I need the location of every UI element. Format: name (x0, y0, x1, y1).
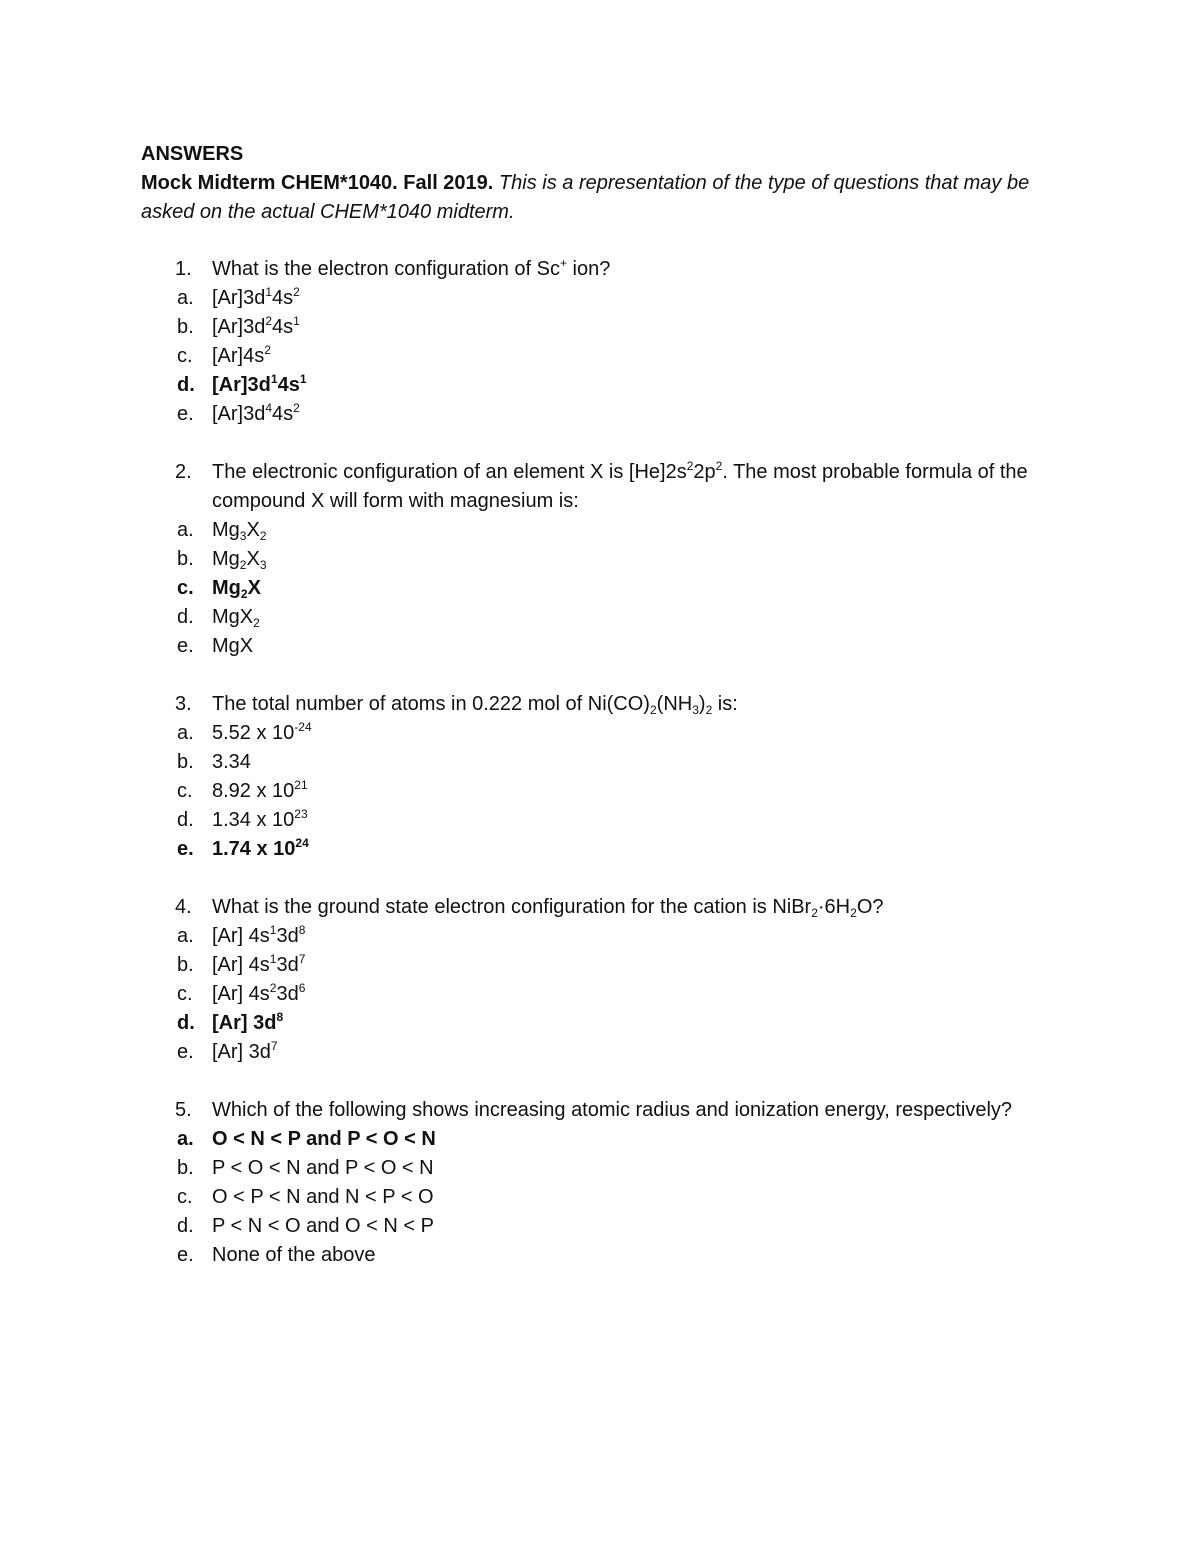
option-text: [Ar] $4s^23d^6$ (212, 981, 306, 1005)
option-text: MgX$_2$ (212, 606, 260, 630)
option-text: [Ar] $4s^13d^7$ (212, 952, 306, 976)
option-label: c. (177, 983, 193, 1005)
option-label: c. (177, 345, 193, 367)
question-number: 4. (175, 896, 192, 918)
option-label: e. (177, 838, 194, 860)
option-label: e. (177, 403, 194, 425)
answer-option (177, 951, 1081, 980)
question-2 (141, 458, 1081, 661)
option-text: O < N < P and P < O < N (212, 1128, 436, 1150)
option-text: $[Ar]3d^14s^2$ (212, 285, 300, 309)
option-label: d. (177, 809, 194, 831)
answer-option (177, 632, 1081, 661)
question-text: The total number of atoms in 0.222 mol of $Ni(CO)_2(NH_3)_2$ is: (212, 693, 738, 717)
question-4 (141, 893, 1081, 1067)
answer-option (177, 1212, 1081, 1241)
option-label: d. (177, 606, 194, 628)
option-label: d. (177, 1012, 195, 1034)
option-text: $[Ar]3d^44s^2$ (212, 401, 300, 425)
option-label: a. (177, 287, 194, 309)
option-list (177, 284, 1081, 429)
option-list (177, 516, 1081, 661)
answers-heading: ANSWERS (141, 143, 244, 165)
option-label: b. (177, 316, 194, 338)
answer-option (177, 516, 1081, 545)
option-text: 8.92 x $10^{21}$ (212, 778, 308, 802)
answer-option (177, 806, 1081, 835)
answer-option (177, 980, 1081, 1009)
option-text: P < N < O and O < N < P (212, 1215, 434, 1237)
option-label: d. (177, 1215, 194, 1237)
question-number: 3. (175, 693, 192, 715)
question-number: 2. (175, 461, 192, 483)
question-1 (141, 255, 1081, 429)
question-text: Which of the following shows increasing atomic radius and ionization energy, respectively? (212, 1099, 1013, 1121)
option-label: e. (177, 635, 194, 657)
answer-option (177, 1241, 1081, 1270)
option-label: a. (177, 519, 194, 541)
answer-option (177, 1154, 1081, 1183)
option-label: b. (177, 751, 194, 773)
answer-option (177, 400, 1081, 429)
option-text: [Ar] $3d^7$ (212, 1039, 278, 1063)
option-text: [Ar] $3d^8$ (212, 1010, 284, 1034)
correct-answer-option (177, 1009, 1081, 1038)
question-text: What is the ground state electron configuration for the cation is $NiBr_2\cdot 6H_2O$? (212, 896, 884, 920)
answer-option (177, 313, 1081, 342)
option-label: c. (177, 1186, 193, 1208)
answer-option (177, 342, 1081, 371)
option-label: c. (177, 577, 194, 599)
question-text: What is the electron configuration of Sc+ ion? (212, 256, 611, 280)
option-list (177, 922, 1081, 1067)
option-label: c. (177, 780, 193, 802)
answer-option (177, 545, 1081, 574)
correct-answer-option (177, 1125, 1081, 1154)
question-number: 1. (175, 258, 192, 280)
option-label: a. (177, 722, 194, 744)
answer-option (177, 1038, 1081, 1067)
document-page (141, 140, 1081, 1299)
question-number: 5. (175, 1099, 192, 1121)
option-text: $Mg_3X_2$ (212, 519, 267, 543)
answer-option (177, 1183, 1081, 1212)
option-text: $[Ar]3d^14s^1$ (212, 372, 307, 396)
option-text: $[Ar]4s^2$ (212, 343, 271, 367)
option-list (177, 1125, 1081, 1270)
answer-option (177, 777, 1081, 806)
option-text: [Ar] $4s^13d^8$ (212, 923, 306, 947)
question-list (141, 255, 1081, 1270)
option-text: 5.52 x $10^{-24}$ (212, 720, 312, 744)
correct-answer-option (177, 574, 1081, 603)
option-text: MgX (212, 635, 254, 657)
correct-answer-option (177, 371, 1081, 400)
answer-option (177, 603, 1081, 632)
question-3 (141, 690, 1081, 864)
exam-subtitle (141, 169, 1081, 227)
option-label: b. (177, 954, 194, 976)
option-text: 3.34 (212, 751, 251, 773)
option-label: e. (177, 1244, 194, 1266)
option-text: $Mg_2X_3$ (212, 548, 267, 572)
exam-description: This is a representation of the type of questions that may be asked on the actual CHEM*1040 midterm. (141, 172, 1030, 223)
question-text: The electronic configuration of an element X is $[He]2s^22p^2$. The most probable formula of the compound X will form with magnesium is: (212, 459, 1028, 512)
exam-title: Mock Midterm CHEM*1040. Fall 2019. (141, 172, 494, 194)
option-text: $Mg_2X$ (212, 577, 261, 601)
option-label: d. (177, 374, 195, 396)
option-label: b. (177, 1157, 194, 1179)
option-text: O < P < N and N < P < O (212, 1186, 434, 1208)
option-label: e. (177, 1041, 194, 1063)
correct-answer-option (177, 835, 1081, 864)
option-list (177, 719, 1081, 864)
answer-option (177, 748, 1081, 777)
option-label: b. (177, 548, 194, 570)
option-text: P < O < N and P < O < N (212, 1157, 434, 1179)
option-label: a. (177, 925, 194, 947)
answer-option (177, 719, 1081, 748)
option-text: 1.74 x $10^{24}$ (212, 836, 309, 860)
option-text: $[Ar]3d^24s^1$ (212, 314, 300, 338)
answer-option (177, 922, 1081, 951)
option-text: None of the above (212, 1244, 376, 1266)
answer-option (177, 284, 1081, 313)
question-5 (141, 1096, 1081, 1270)
option-text: 1.34 x $10^{23}$ (212, 807, 308, 831)
option-label: a. (177, 1128, 194, 1150)
